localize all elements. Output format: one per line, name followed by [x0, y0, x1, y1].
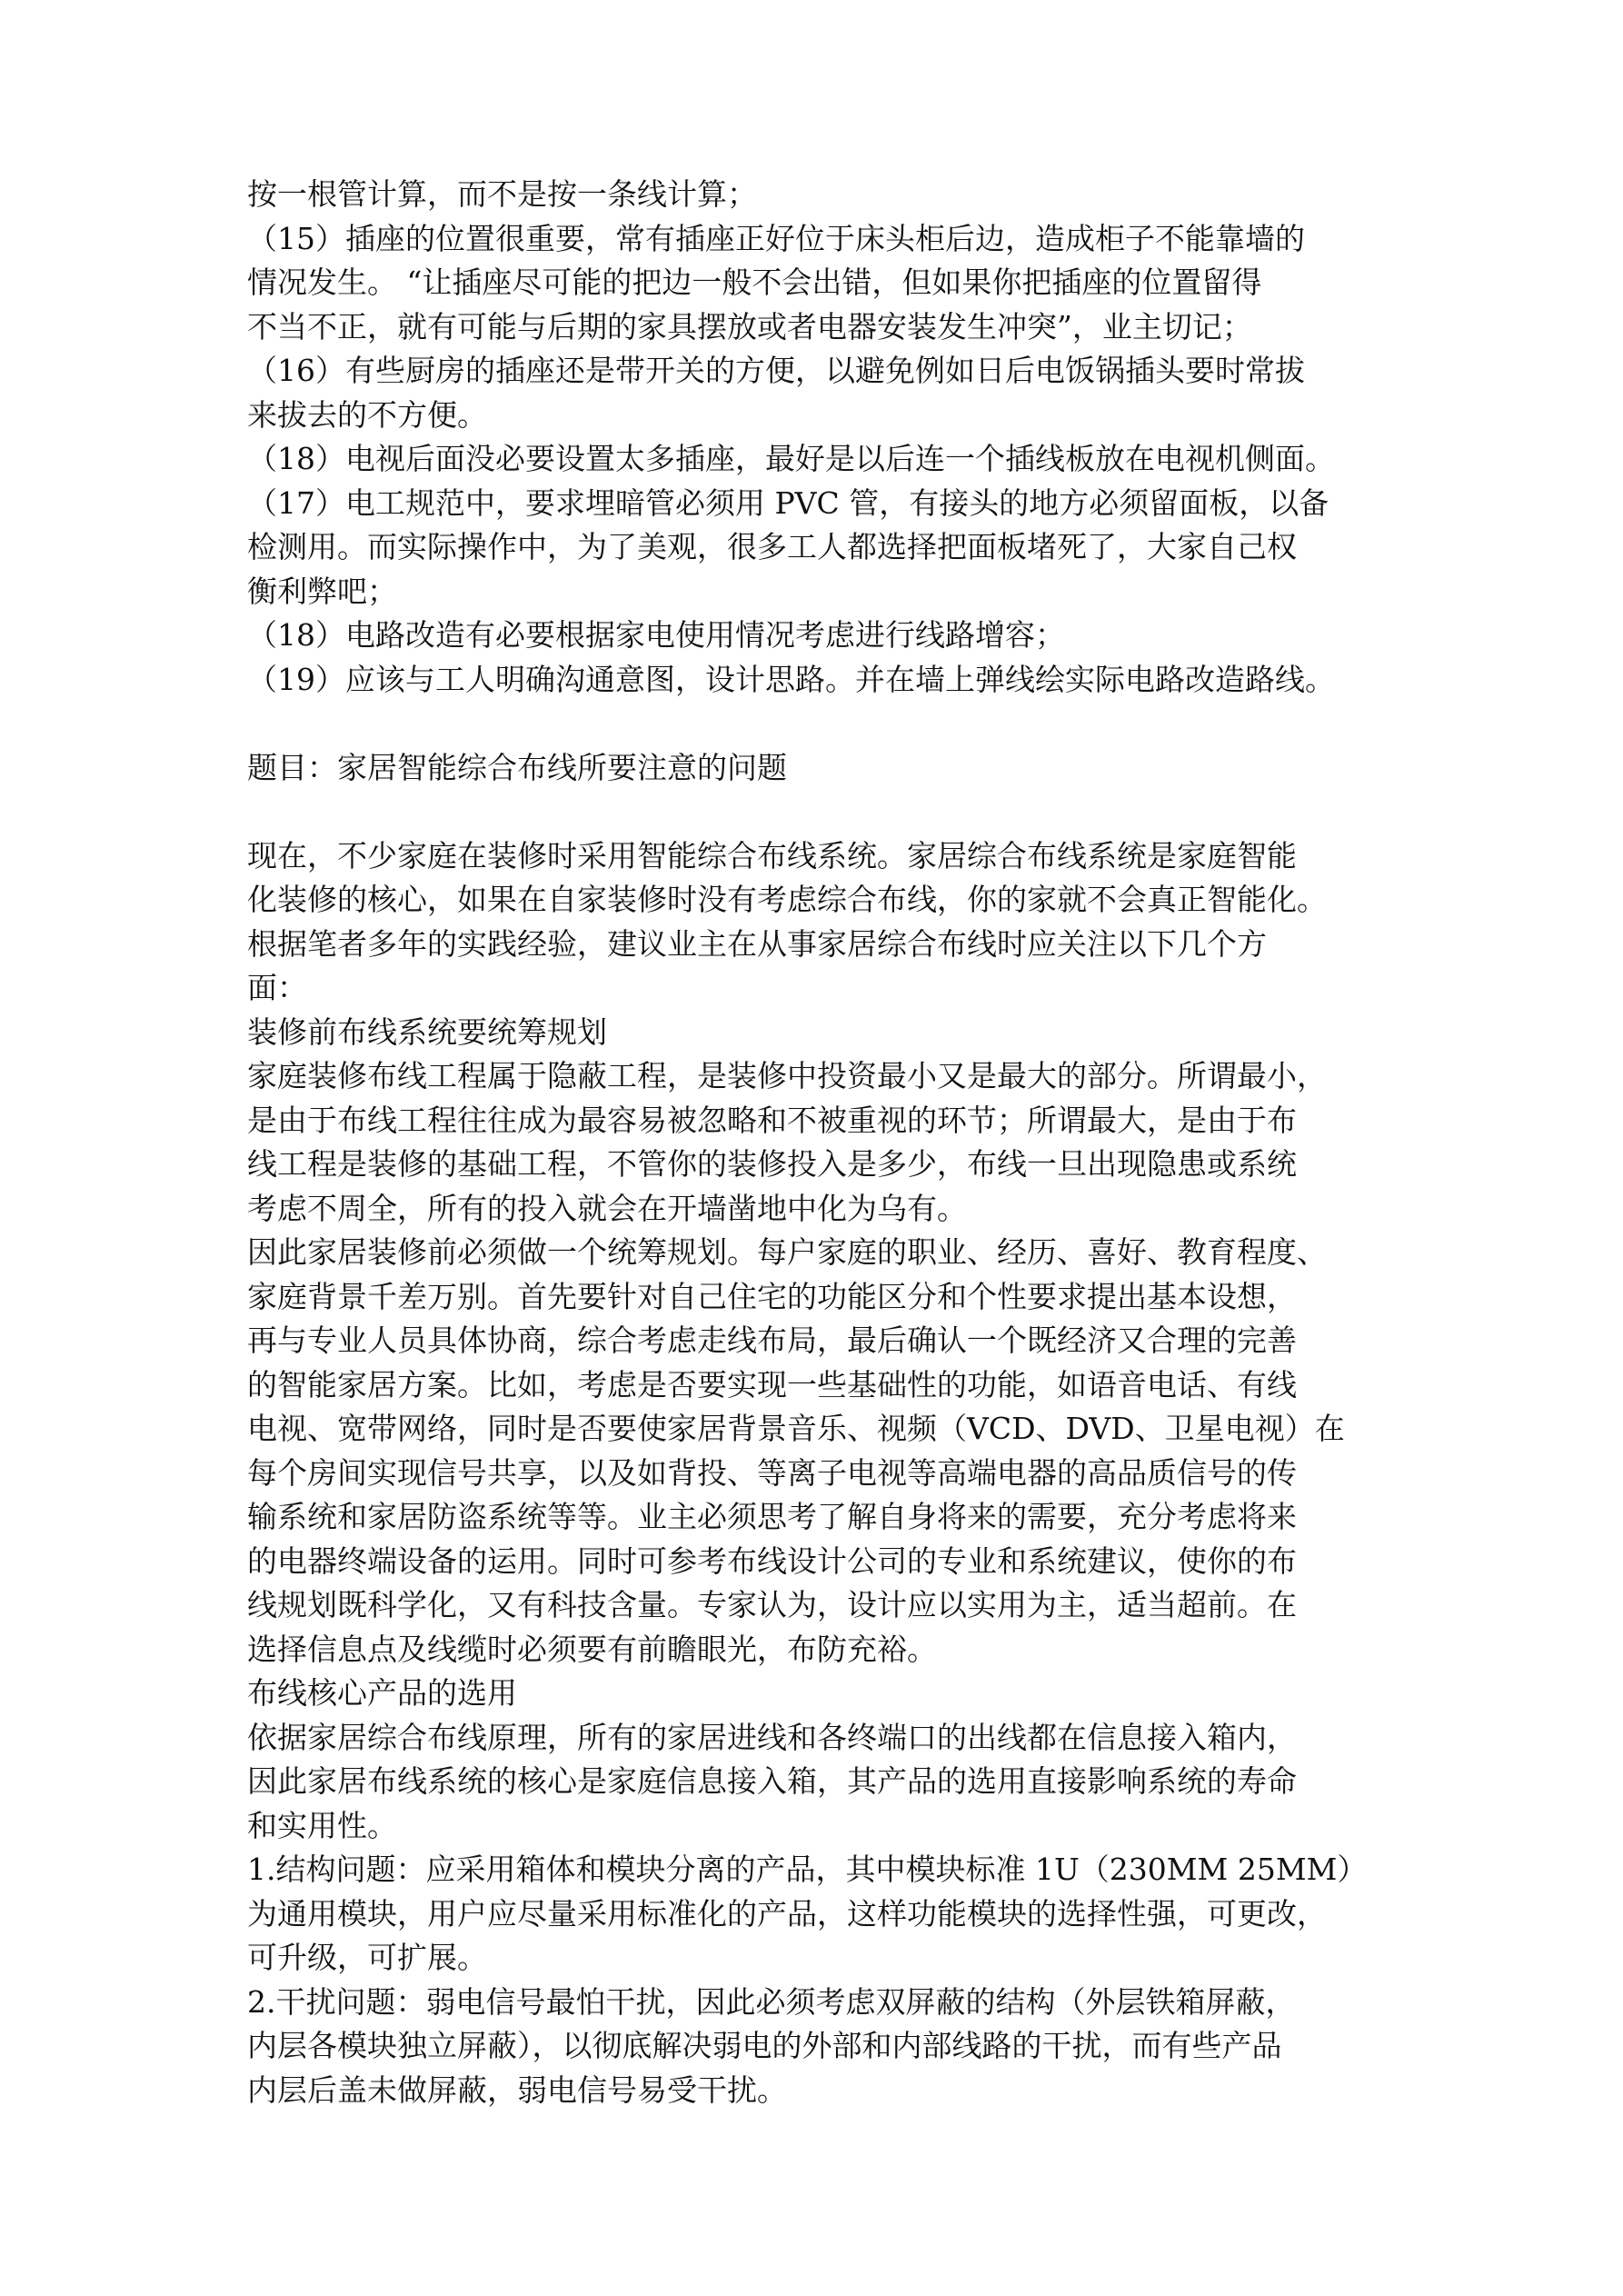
text-line: 选择信息点及线缆时必须要有前瞻眼光，布防充裕。	[247, 1631, 937, 1667]
text-line: （18）电视后面没必要设置太多插座，最好是以后连一个插线板放在电视机侧面。	[247, 441, 1335, 476]
spacer	[247, 702, 1392, 746]
spacer	[247, 790, 1392, 834]
text-line: （19）应该与工人明确沟通意图，设计思路。并在墙上弹线绘实际电路改造路线。	[247, 661, 1335, 697]
text-line: 来拔去的不方便。	[247, 396, 487, 433]
text-line: 可升级，可扩展。	[247, 1940, 487, 1975]
text-line: 检测用。而实际操作中，为了美观，很多工人都选择把面板堵死了，大家自己权	[247, 529, 1297, 564]
text-line: （17）电工规范中，要求埋暗管必须用 PVC 管，有接头的地方必须留面板，以备	[247, 484, 1329, 521]
text-line: 布线核心产品的选用	[247, 1675, 517, 1711]
document-page	[247, 173, 1392, 2112]
text-line: 家庭背景千差万别。首先要针对自己住宅的功能区分和个性要求提出基本设想，	[247, 1278, 1297, 1314]
text-line: 装修前布线系统要统筹规划	[247, 1013, 607, 1050]
text-line: 线规划既科学化，又有科技含量。专家认为，设计应以实用为主，适当超前。在	[247, 1587, 1297, 1622]
text-line: 家庭装修布线工程属于隐蔽工程，是装修中投资最小又是最大的部分。所谓最小，	[247, 1058, 1327, 1093]
text-line: 不当不正，就有可能与后期的家具摆放或者电器安装发生冲突”，业主切记；	[247, 308, 1252, 344]
text-line: 和实用性。	[247, 1807, 397, 1843]
text-line: 情况发生。 “让插座尽可能的把边一般不会出错，但如果你把插座的位置留得	[247, 265, 1262, 300]
text-line: 衡利弊吧；	[247, 573, 397, 609]
text-line: 考虑不周全，所有的投入就会在开墙凿地中化为乌有。	[247, 1190, 967, 1226]
text-line: 线工程是装修的基础工程，不管你的装修投入是多少，布线一旦出现隐患或系统	[247, 1146, 1297, 1182]
text-line: （15）插座的位置很重要，常有插座正好位于床头柜后边，造成柜子不能靠墙的	[247, 220, 1305, 256]
text-line: 依据家居综合布线原理，所有的家居进线和各终端口的出线都在信息接入箱内，	[247, 1719, 1297, 1755]
text-line: 因此家居布线系统的核心是家庭信息接入箱，其产品的选用直接影响系统的寿命	[247, 1763, 1297, 1799]
electrical-notes-section	[247, 173, 1392, 702]
text-line: 2.干扰问题：弱电信号最怕干扰，因此必须考虑双屏蔽的结构（外层铁箱屏蔽，	[247, 1983, 1296, 2020]
text-line: 电视、宽带网络，同时是否要使家居背景音乐、视频（VCD、DVD、卫星电视）在	[247, 1411, 1345, 1446]
text-line: 根据笔者多年的实践经验，建议业主在从事家居综合布线时应关注以下几个方	[247, 925, 1267, 962]
text-line: （16）有些厨房的插座还是带开关的方便，以避免例如日后电饭锅插头要时常拔	[247, 353, 1305, 388]
text-line: 化装修的核心，如果在自家装修时没有考虑综合布线，你的家就不会真正智能化。	[247, 882, 1327, 917]
text-line: 每个房间实现信号共享，以及如背投、等离子电视等高端电器的高品质信号的传	[247, 1454, 1297, 1491]
text-line: 1.结构问题：应采用箱体和模块分离的产品，其中模块标准 1U（230MM 25MM）	[247, 1852, 1368, 1887]
text-line: 因此家居装修前必须做一个统筹规划。每户家庭的职业、经历、喜好、教育程度、	[247, 1234, 1327, 1270]
text-line: 现在，不少家庭在装修时采用智能综合布线系统。家居综合布线系统是家庭智能	[247, 837, 1297, 873]
text-line: 的智能家居方案。比如，考虑是否要实现一些基础性的功能，如语音电话、有线	[247, 1366, 1297, 1403]
text-line: （18）电路改造有必要根据家电使用情况考虑进行线路增容；	[247, 617, 1065, 653]
text-line: 为通用模块，用户应尽量采用标准化的产品，这样功能模块的选择性强，可更改，	[247, 1895, 1327, 1932]
text-line: 的电器终端设备的运用。同时可参考布线设计公司的专业和系统建议，使你的布	[247, 1542, 1297, 1579]
text-line: 再与专业人员具体协商，综合考虑走线布局，最后确认一个既经济又合理的完善	[247, 1323, 1297, 1358]
text-line: 输系统和家居防盗系统等等。业主必须思考了解自身将来的需要，充分考虑将来	[247, 1499, 1297, 1534]
article-title: 题目：家居智能综合布线所要注意的问题	[247, 749, 787, 785]
text-line: 内层后盖未做屏蔽，弱电信号易受干扰。	[247, 2071, 787, 2108]
text-line: 是由于布线工程往往成为最容易被忽略和不被重视的环节；所谓最大，是由于布	[247, 1102, 1297, 1138]
article-body	[247, 834, 1392, 2113]
text-line: 内层各模块独立屏蔽），以彻底解决弱电的外部和内部线路的干扰，而有些产品	[247, 2028, 1282, 2063]
text-line: 按一根管计算，而不是按一条线计算；	[247, 176, 757, 212]
text-line: 面：	[247, 970, 307, 1005]
